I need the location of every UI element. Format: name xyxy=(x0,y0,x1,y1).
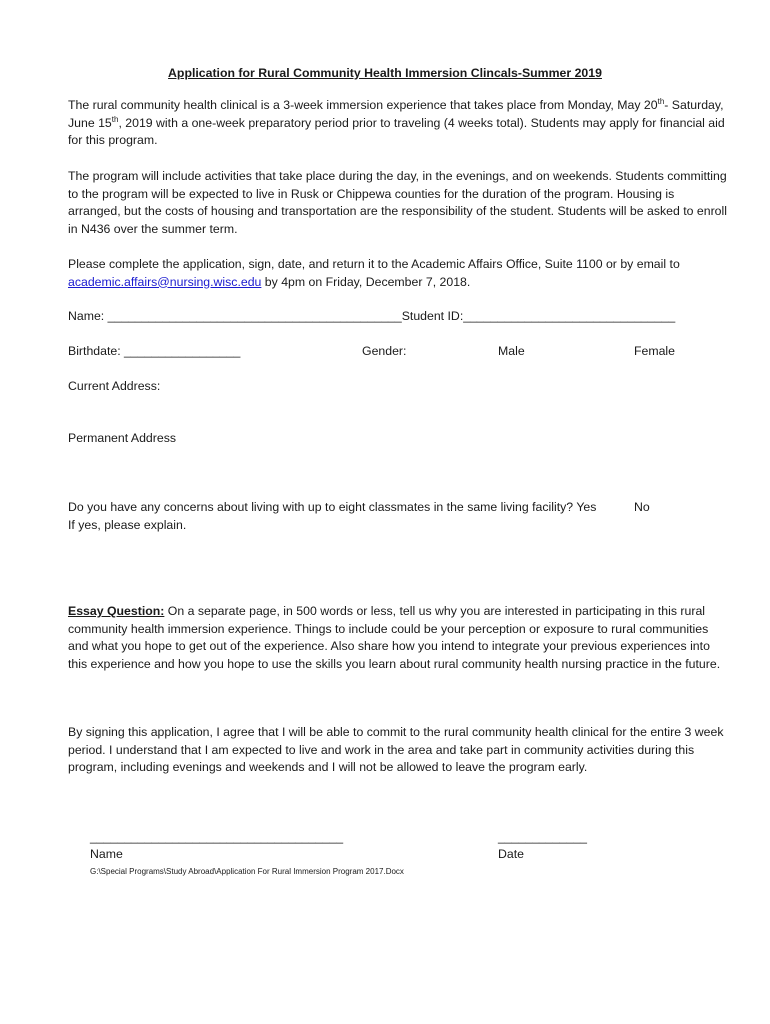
submit-text-a: Please complete the application, sign, date, and return it to the Academic Affairs Office, Suite 1100 or by email to xyxy=(68,257,680,271)
signature-date-line[interactable]: _____________ xyxy=(498,830,587,844)
current-address-label: Current Address: xyxy=(68,379,161,393)
intro-superscript-1: th xyxy=(657,97,665,106)
agreement-paragraph: By signing this application, I agree that I will be able to commit to the rural community health clinical for the entire 3 week period. I understand that I am expected to live and work in the area and take part in community activities during this program, including evenings and weekends and I will not be allowed to leave the program early. xyxy=(68,725,724,775)
name-student-id-row xyxy=(68,308,728,326)
concerns-no-option[interactable]: No xyxy=(634,500,650,514)
submit-text-b: by 4pm on Friday, December 7, 2018. xyxy=(261,274,471,289)
gender-label: Gender: xyxy=(362,344,407,358)
essay-text: On a separate page, in 500 words or less, tell us why you are interested in participating in this rural community health immersion experience. Things to include could be your perception or exposure to rural communities and what you hope to get out of the experience. Also share how you intend to integrate your previous experiences into this experience and how you hope to use the skills you learn about rural community health nursing practice in the future. xyxy=(68,604,721,671)
intro-text-a: The rural community health clinical is a 3-week immersion experience that takes place from Monday, May 20 xyxy=(68,98,658,112)
submit-instructions xyxy=(68,256,728,291)
signature-date-label: Date xyxy=(498,847,524,861)
concerns-explain-row xyxy=(68,517,728,535)
permanent-address-row xyxy=(68,430,728,448)
essay-label: Essay Question: xyxy=(68,604,165,618)
name-student-id-field[interactable]: Name: ___________________________________________Student ID:_______________________________ xyxy=(68,309,676,323)
intro-text-b: - xyxy=(664,98,669,112)
essay-paragraph xyxy=(68,603,728,673)
permanent-address-label: Permanent Address xyxy=(68,431,176,445)
document-title: Application for Rural Community Health Immersion Clincals-Summer 2019 xyxy=(168,66,602,80)
program-paragraph: The program will include activities that take place during the day, in the evenings, and on weekends. Students committing to the program will be expected to live in Rusk or Chippewa counties for the duration of the program. Housing is arranged, but the costs of housing and transportation are the responsibility of the student. Students will be asked to enroll in N436 over the summer term. xyxy=(68,169,727,236)
birthdate-gender-row xyxy=(68,343,728,361)
signature-name-label: Name xyxy=(90,847,123,861)
concerns-question: Do you have any concerns about living with up to eight classmates in the same living facility? Yes xyxy=(68,500,597,514)
birthdate-field[interactable]: Birthdate: _________________ xyxy=(68,344,241,358)
intro-text-d: , 2019 with a one-week preparatory period prior to traveling (4 weeks total). Students may apply for financial aid for this program. xyxy=(68,115,725,148)
intro-paragraph xyxy=(68,97,728,150)
current-address-row xyxy=(68,378,728,396)
gender-female-option[interactable]: Female xyxy=(634,344,676,358)
intro-text-c: Saturday, June 15 xyxy=(68,98,724,130)
signature-name-line[interactable]: _____________________________________ xyxy=(90,830,344,844)
email-link[interactable]: academic.affairs@nursing.wisc.edu xyxy=(68,274,262,289)
concerns-explain-label: If yes, please explain. xyxy=(68,518,187,532)
intro-superscript-2: th xyxy=(111,114,119,124)
concerns-row xyxy=(68,499,728,517)
file-path-footer: G:\Special Programs\Study Abroad\Application For Rural Immersion Program 2017.Docx xyxy=(90,867,404,876)
gender-male-option[interactable]: Male xyxy=(498,344,525,358)
